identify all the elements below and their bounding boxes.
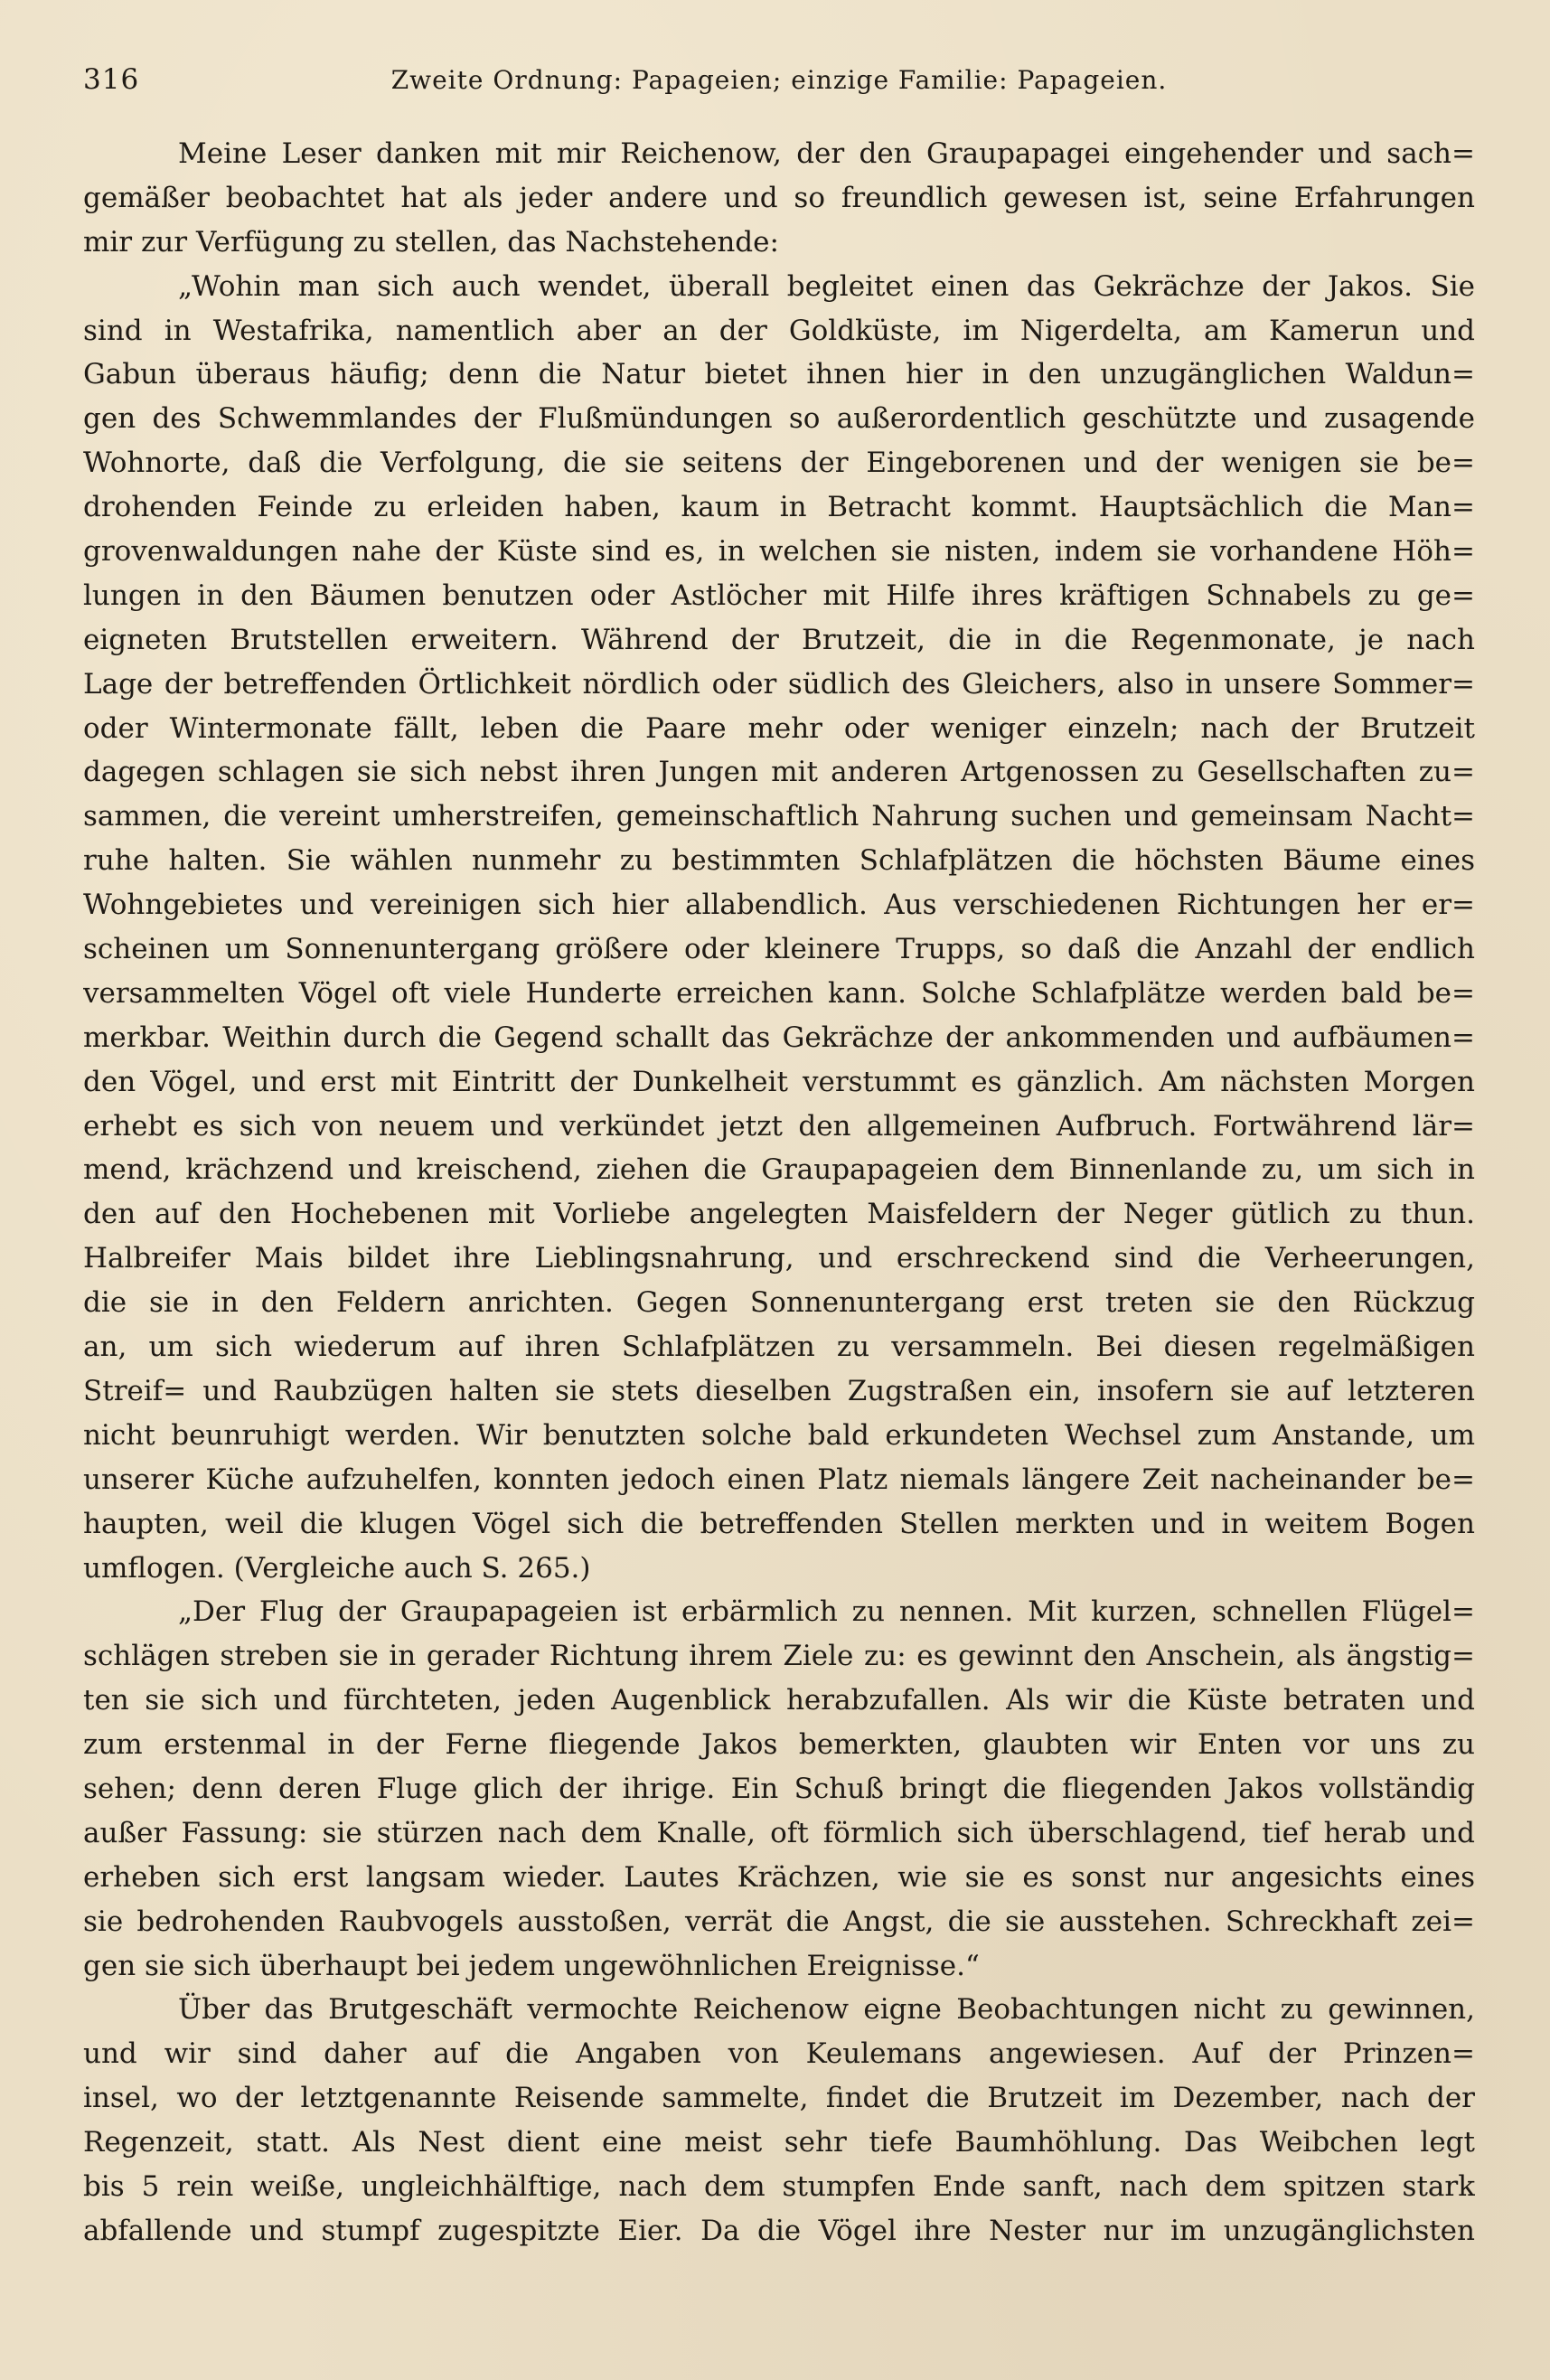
body-text — [83, 132, 1475, 2253]
paragraph — [83, 1988, 1475, 2253]
text-line: und wir sind daher auf die Angaben von Keulemans angewiesen. Auf der Prinzen= — [83, 2037, 1475, 2071]
text-line: schlägen streben sie in gerader Richtung ihrem Ziele zu: es gewinnt den Anschein, als ängstig= — [83, 1640, 1475, 1673]
text-line: ruhe halten. Sie wählen nunmehr zu bestimmten Schlafplätzen die höchsten Bäume eines — [83, 844, 1475, 878]
text-line: gen sie sich überhaupt bei jedem ungewöhnlichen Ereignisse.“ — [83, 1949, 980, 1982]
text-line: sehen; denn deren Fluge glich der ihrige. Ein Schuß bringt die fliegenden Jakos vollständig — [83, 1772, 1475, 1805]
text-line: drohenden Feinde zu erleiden haben, kaum in Betracht kommt. Hauptsächlich die Man= — [83, 491, 1475, 524]
text-line: an, um sich wiederum auf ihren Schlafplätzen zu versammeln. Bei diesen regelmäßigen — [83, 1331, 1475, 1364]
text-line: gen des Schwemmlandes der Flußmündungen so außerordentlich geschützte und zusagende — [83, 402, 1475, 436]
page-number: 316 — [83, 63, 140, 96]
text-line: mend, krächzend und kreischend, ziehen die Graupapageien dem Binnenlande zu, um sich in — [83, 1153, 1475, 1187]
text-line: den auf den Hochebenen mit Vorliebe angelegten Maisfeldern der Neger gütlich zu thun. — [83, 1198, 1475, 1231]
text-line: mir zur Verfügung zu stellen, das Nachstehende: — [83, 225, 779, 259]
text-line: haupten, weil die klugen Vögel sich die betreffenden Stellen merkten und in weitem Bogen — [83, 1507, 1475, 1540]
paragraph — [83, 132, 1475, 265]
text-line: Streif= und Raubzügen halten sie stets dieselben Zugstraßen ein, insofern sie auf letzteren — [83, 1374, 1475, 1407]
text-line: ten sie sich und fürchteten, jeden Augenblick herabzufallen. Als wir die Küste betraten und — [83, 1684, 1475, 1717]
text-line: die sie in den Feldern anrichten. Gegen Sonnenuntergang erst treten sie den Rückzug — [83, 1286, 1475, 1320]
text-line: „Der Flug der Graupapageien ist erbärmlich zu nennen. Mit kurzen, schnellen Flügel= — [178, 1595, 1475, 1629]
text-line: zum erstenmal in der Ferne fliegende Jakos bemerkten, glaubten wir Enten vor uns zu — [83, 1728, 1475, 1762]
text-line: „Wohin man sich auch wendet, überall begleitet einen das Gekrächze der Jakos. Sie — [178, 269, 1475, 303]
text-line: Über das Brutgeschäft vermochte Reichenow eigne Beobachtungen nicht zu gewinnen, — [178, 1993, 1475, 2027]
text-line: grovenwaldungen nahe der Küste sind es, in welchen sie nisten, indem sie vorhandene Höh= — [83, 535, 1475, 569]
text-line: Meine Leser danken mit mir Reichenow, der den Graupapagei eingehender und sach= — [178, 137, 1475, 170]
text-line: erhebt es sich von neuem und verkündet jetzt den allgemeinen Aufbruch. Fortwährend lär= — [83, 1109, 1475, 1143]
text-line: nicht beunruhigt werden. Wir benutzten solche bald erkundeten Wechsel zum Anstande, um — [83, 1418, 1475, 1452]
text-line: den Vögel, und erst mit Eintritt der Dunkelheit verstummt es gänzlich. Am nächsten Morgen — [83, 1065, 1475, 1098]
text-line: sammen, die vereint umherstreifen, gemeinschaftlich Nahrung suchen und gemeinsam Nacht= — [83, 800, 1475, 833]
text-line: eigneten Brutstellen erweitern. Während der Brutzeit, die in die Regenmonate, je nach — [83, 623, 1475, 656]
text-line: scheinen um Sonnenuntergang größere oder kleinere Trupps, so daß die Anzahl der endlich — [83, 933, 1475, 966]
text-line: bis 5 rein weiße, ungleichhälftige, nach dem stumpfen Ende sanft, nach dem spitzen stark — [83, 2169, 1475, 2203]
text-line: Lage der betreffenden Örtlichkeit nördlich oder südlich des Gleichers, also in unsere Sommer= — [83, 667, 1475, 701]
text-line: gemäßer beobachtet hat als jeder andere und so freundlich gewesen ist, seine Erfahrungen — [83, 181, 1475, 214]
text-line: sie bedrohenden Raubvogels ausstoßen, verrät die Angst, die sie ausstehen. Schreckhaft zei= — [83, 1905, 1475, 1938]
text-line: dagegen schlagen sie sich nebst ihren Jungen mit anderen Artgenossen zu Gesellschaften zu= — [83, 756, 1475, 789]
text-line: oder Wintermonate fällt, leben die Paare mehr oder weniger einzeln; nach der Brutzeit — [83, 711, 1475, 745]
text-line: Gabun überaus häufig; denn die Natur bietet ihnen hier in den unzugänglichen Waldun= — [83, 358, 1475, 391]
text-line: umflogen. (Vergleiche auch S. 265.) — [83, 1551, 591, 1585]
text-line: insel, wo der letztgenannte Reisende sammelte, findet die Brutzeit im Dezember, nach der — [83, 2082, 1475, 2115]
text-line: abfallende und stumpf zugespitzte Eier. Da die Vögel ihre Nester nur im unzugänglichsten — [83, 2214, 1475, 2247]
running-head: Zweite Ordnung: Papageien; einzige Familie: Papageien. — [390, 65, 1168, 95]
text-line: Wohngebietes und vereinigen sich hier allabendlich. Aus verschiedenen Richtungen her er= — [83, 889, 1475, 922]
text-line: Halbreifer Mais bildet ihre Lieblingsnahrung, und erschreckend sind die Verheerungen, — [83, 1242, 1475, 1275]
text-line: lungen in den Bäumen benutzen oder Astlöcher mit Hilfe ihres kräftigen Schnabels zu ge= — [83, 579, 1475, 612]
paragraph — [83, 265, 1475, 1591]
paragraph — [83, 1590, 1475, 1988]
text-line: außer Fassung: sie stürzen nach dem Knalle, oft förmlich sich überschlagend, tief herab und — [83, 1816, 1475, 1849]
text-line: sind in Westafrika, namentlich aber an der Goldküste, im Nigerdelta, am Kamerun und — [83, 314, 1475, 347]
text-line: Wohnorte, daß die Verfolgung, die sie seitens der Eingeborenen und der wenigen sie be= — [83, 447, 1475, 480]
text-line: merkbar. Weithin durch die Gegend schallt das Gekrächze der ankommenden und aufbäumen= — [83, 1021, 1475, 1054]
text-line: versammelten Vögel oft viele Hunderte erreichen kann. Solche Schlafplätze werden bald be= — [83, 976, 1475, 1010]
text-line: erheben sich erst langsam wieder. Lautes Krächzen, wie sie es sonst nur angesichts eines — [83, 1860, 1475, 1894]
text-line: unserer Küche aufzuhelfen, konnten jedoch einen Platz niemals längere Zeit nacheinander be= — [83, 1463, 1475, 1496]
page-header — [83, 63, 1475, 108]
text-line: Regenzeit, statt. Als Nest dient eine meist sehr tiefe Baumhöhlung. Das Weibchen legt — [83, 2126, 1475, 2159]
